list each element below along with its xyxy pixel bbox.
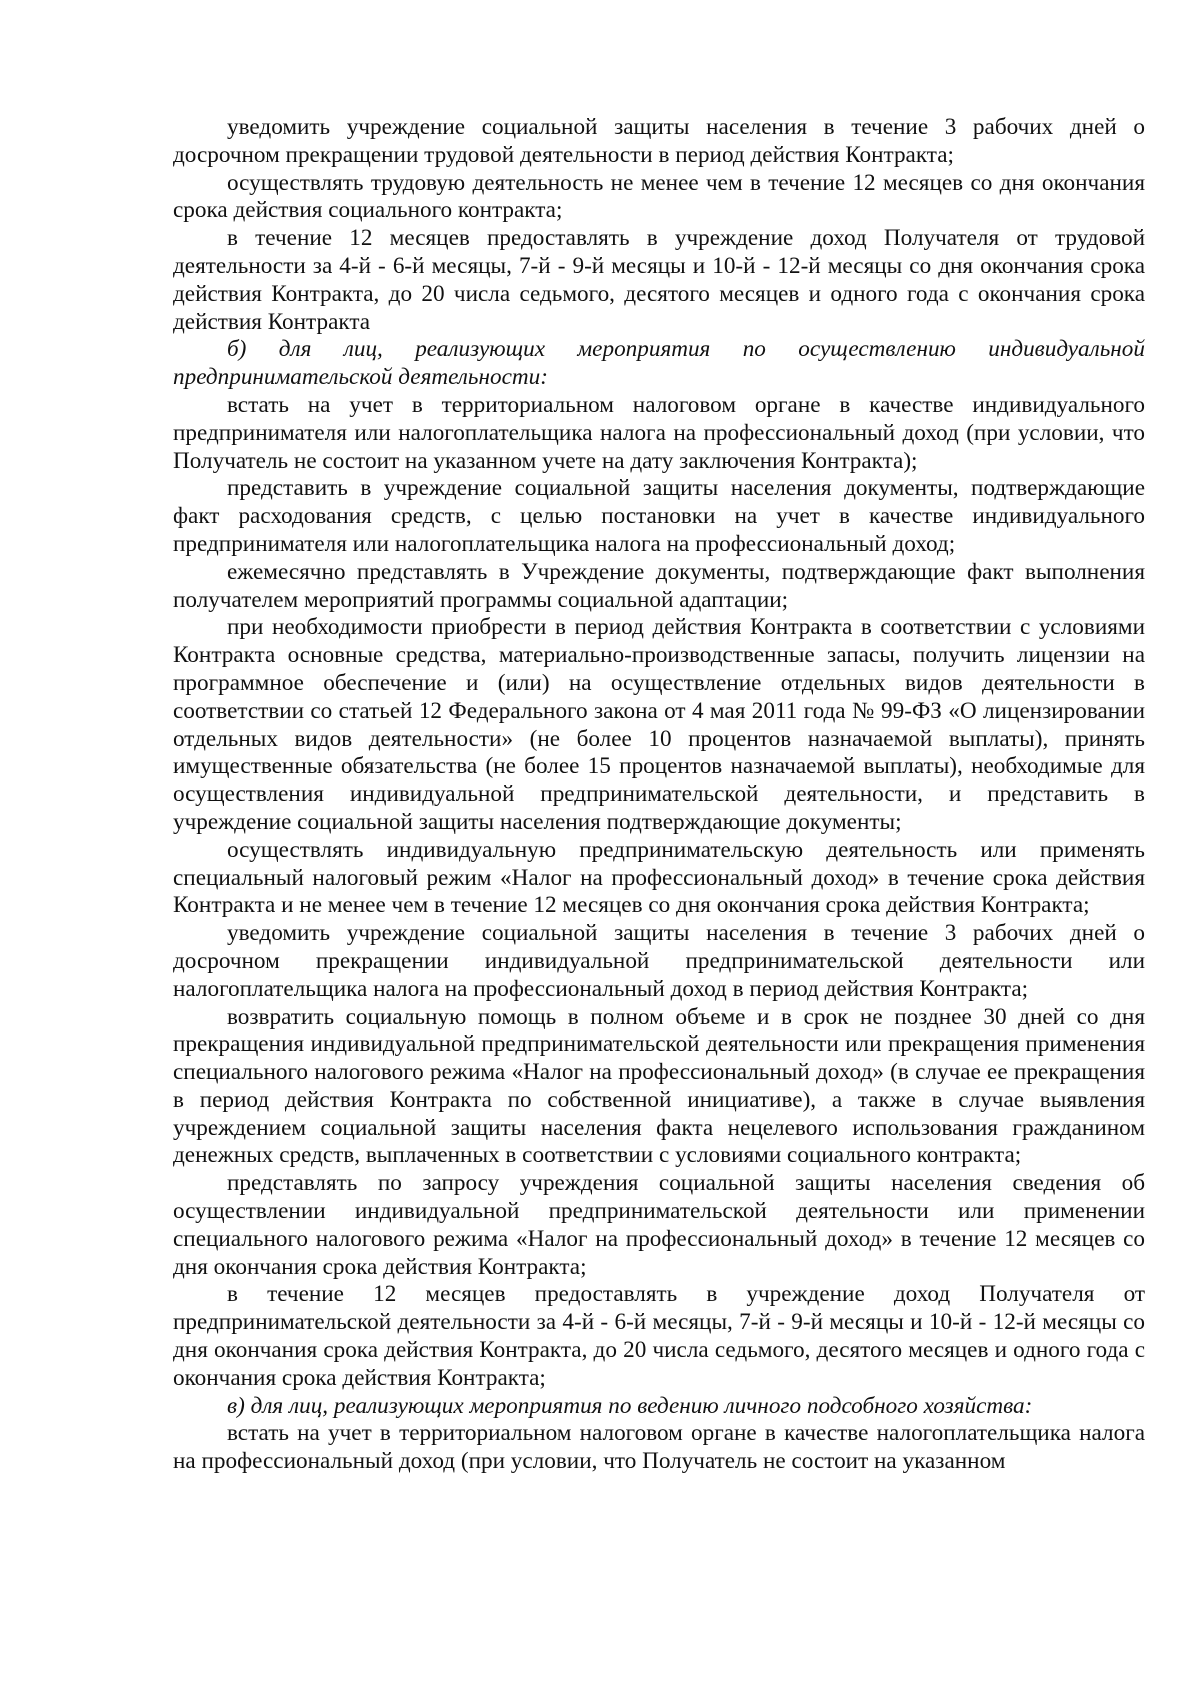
paragraph-acquire-assets: при необходимости приобрести в период действия Контракта в соответствии с условиями Контракта основные средства, материально-производственные запасы, получить лицензии на программное обеспечение и (или) на осуществление отдельных видов деятельности в соответствии со статьей 12 Федерального закона от 4 мая 2011 года № 99-ФЗ «О лицензировании отдельных видов деятельности» (не более 10 процентов назначаемой выплаты), принять имущественные обязательства (не более 15 процентов назначаемой выплаты), необходимые для осуществления индивидуальной предпринимательской деятельности, и представить в учреждение социальной защиты населения подтверждающие документы;	[173, 614, 1145, 835]
paragraph-notify-employment-termination: уведомить учреждение социальной защиты населения в течение 3 рабочих дней о досрочном прекращении трудовой деятельности в период действия Контракта;	[173, 114, 1145, 168]
paragraph-work-12-months: осуществлять трудовую деятельность не менее чем в течение 12 месяцев со дня окончания срока действия социального контракта;	[173, 169, 1145, 224]
section-heading-household-farming: в) для лиц, реализующих мероприятия по ведению личного подсобного хозяйства:	[227, 1392, 1033, 1419]
paragraph-tax-registration: встать на учет в территориальном налоговом органе в качестве индивидуального предпринимателя или налогоплательщика налога на профессиональный доход (при условии, что Получатель не состоит на указанном учете на дату заключения Контракта);	[173, 391, 1145, 474]
paragraph-provide-information: представлять по запросу учреждения социальной защиты населения сведения об осуществлении индивидуальной предпринимательской деятельности или применении специального налогового режима «Налог на профессиональный доход» в течение 12 месяцев со дня окончания срока действия Контракта;	[173, 1170, 1145, 1280]
paragraph-tax-registration-farming: встать на учет в территориальном налоговом органе в качестве налогоплательщика налога на профессиональный доход (при условии, что Получатель не состоит на указанном	[173, 1420, 1145, 1475]
paragraph-return-assistance: возвратить социальную помощь в полном объеме и в срок не позднее 30 дней со дня прекращения индивидуальной предпринимательской деятельности или прекращения применения специального налогового режима «Налог на профессиональный доход» (в случае ее прекращения в период действия Контракта по собственной инициативе), а также в случае выявления учреждением социальной защиты населения факта нецелевого использования гражданином денежных средств, выплаченных в соответствии с условиями социального контракта;	[173, 1003, 1145, 1169]
paragraph-monthly-documents: ежемесячно представлять в Учреждение документы, подтверждающие факт выполнения получателем мероприятий программы социальной адаптации;	[173, 558, 1145, 613]
paragraph-report-business-income: в течение 12 месяцев предоставлять в учреждение доход Получателя от предпринимательской деятельности за 4-й - 6-й месяцы, 7-й - 9-й месяцы и 10-й - 12-й месяцы со дня окончания срока действия Контракта, до 20 числа седьмого, десятого месяцев и одного года с окончания срока действия Контракта;	[173, 1281, 1145, 1391]
document-page	[173, 114, 1145, 1476]
paragraph-conduct-business: осуществлять индивидуальную предпринимательскую деятельность или применять специальный налоговый режим «Налог на профессиональный доход» в течение срока действия Контракта и не менее чем в течение 12 месяцев со дня окончания срока действия Контракта;	[173, 836, 1145, 919]
paragraph-expense-documents: представить в учреждение социальной защиты населения документы, подтверждающие факт расходования средств, с целью постановки на учет в качестве индивидуального предпринимателя или налогоплательщика налога на профессиональный доход;	[173, 475, 1145, 557]
paragraph-report-employment-income: в течение 12 месяцев предоставлять в учреждение доход Получателя от трудовой деятельности за 4-й - 6-й месяцы, 7-й - 9-й месяцы и 10-й - 12-й месяцы со дня окончания срока действия Контракта, до 20 числа седьмого, десятого месяцев и одного года с окончания срока действия Контракта	[173, 225, 1145, 335]
section-heading-entrepreneurship: б) для лиц, реализующих мероприятия по осуществлению индивидуальной предпринимательской деятельности:	[173, 336, 1145, 391]
paragraph-notify-business-termination: уведомить учреждение социальной защиты населения в течение 3 рабочих дней о досрочном прекращении индивидуальной предпринимательской деятельности или налогоплательщика налога на профессиональный доход в период действия Контракта;	[173, 920, 1145, 1002]
